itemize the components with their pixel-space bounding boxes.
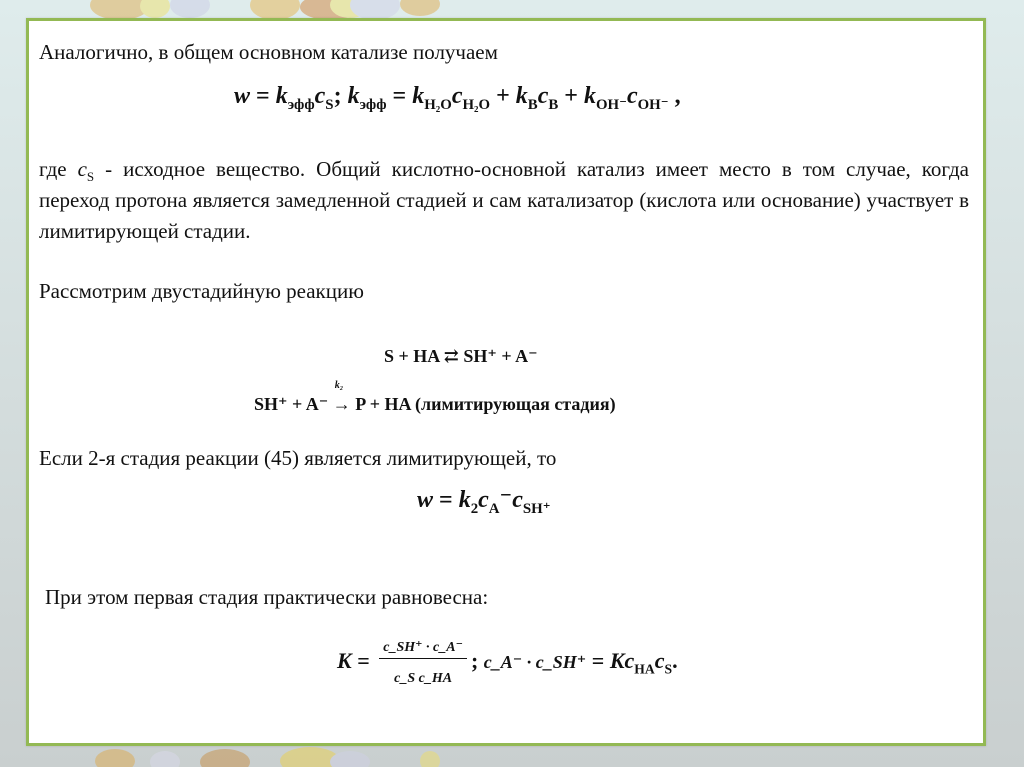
formula-rate-limiting: $w = k_2c_A^-c_{SH^+}$	[417, 487, 551, 517]
paragraph-two-stage: Рассмотрим двустадийную реакцию	[39, 279, 364, 303]
paragraph-intro: Аналогично, в общем основном катализе получаем	[39, 40, 498, 64]
paragraph-equilibrium: При этом первая стадия практически равновесна:	[45, 585, 489, 609]
content-panel	[26, 18, 986, 746]
fraction: $\frac{c\_SH^+ \cdot c\_A^-}{\text{c\_S c\_HA}}$	[379, 639, 467, 687]
reaction-equilibrium: S + HA ⇄ SH⁺ + A⁻	[384, 346, 538, 366]
paragraph-limiting-stage: Если 2-я стадия реакции (45) является лимитирующей, то	[39, 446, 557, 470]
decorative-banner-top	[0, 0, 1024, 20]
formula-rate-general-base: $w = k_{эфф}c_S$; $k_{эфф} = k_{H_2O}c_{H_2O} + k_Bc_B + k_{OH^-}c_{OH^-}$ ,	[234, 83, 681, 113]
reaction-limiting: SH⁺ + A⁻ k₂ → P + HA (лимитирующая стадия)	[254, 380, 616, 414]
paragraph-definition: где $c_S$ - исходное вещество. Общий кислотно-основной катализ имеет место в том случае, когда переход протона является замедленной стадией и сам катализатор (кислота или основание) участвует в лимитирующей стадии.	[39, 157, 969, 243]
formula-equilibrium-constant: K = $\frac{c\_SH^+ \cdot c\_A^-}{\text{c\_S c\_HA}}$ ; c_A⁻ · c_SH⁺ = $Kc_{HA}c_S$.	[337, 640, 678, 686]
decorative-banner-bottom	[0, 747, 1024, 767]
